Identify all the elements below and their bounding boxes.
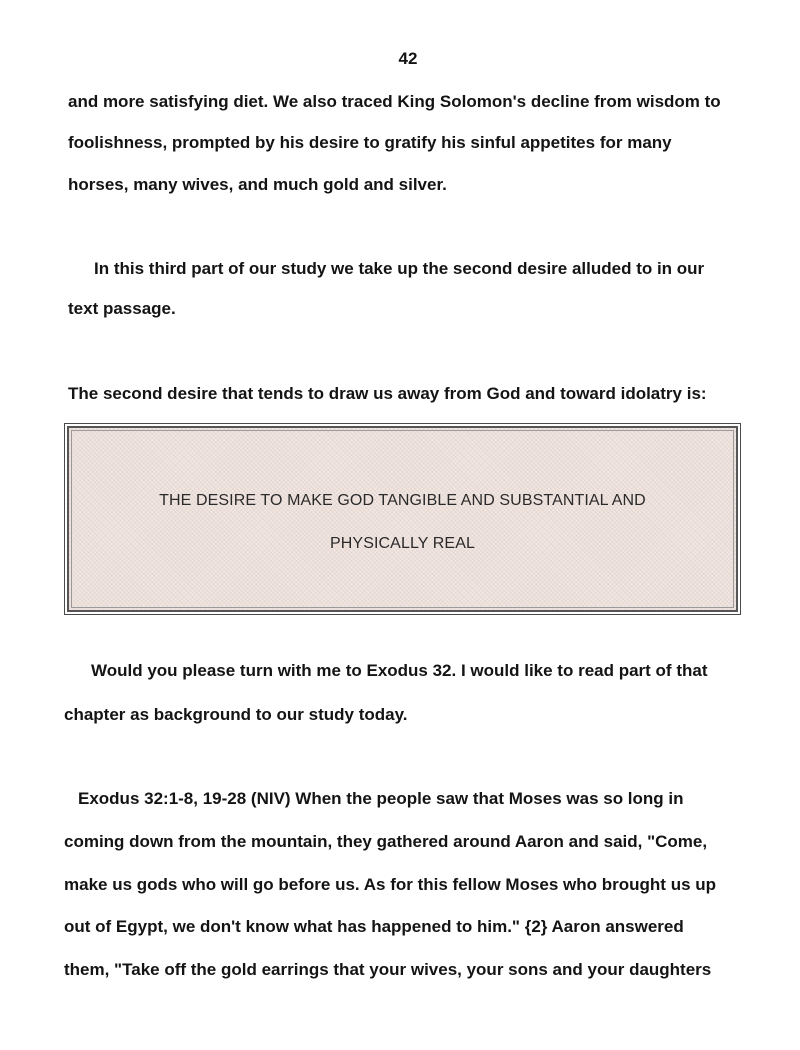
text-line: them, "Take off the gold earrings that your wives, your sons and your daughters	[64, 960, 712, 979]
callout-box	[64, 423, 741, 615]
text-line: Exodus 32:1-8, 19-28 (NIV) When the people saw that Moses was so long in	[78, 789, 684, 808]
text-line: chapter as background to our study today.	[64, 705, 408, 724]
callout-line: THE DESIRE TO MAKE GOD TANGIBLE AND SUBSTANTIAL AND	[159, 492, 646, 509]
text-line: coming down from the mountain, they gathered around Aaron and said, "Come,	[64, 832, 708, 851]
text-line: In this third part of our study we take up the second desire alluded to in our	[94, 259, 705, 278]
text-line: foolishness, prompted by his desire to gratify his sinful appetites for many	[68, 133, 672, 152]
text-line: Would you please turn with me to Exodus 32. I would like to read part of that	[91, 661, 708, 680]
text-line: The second desire that tends to draw us away from God and toward idolatry is:	[68, 384, 707, 403]
text-line: make us gods who will go before us. As for this fellow Moses who brought us up	[64, 875, 717, 894]
text-line: horses, many wives, and much gold and silver.	[68, 175, 447, 194]
callout-line: PHYSICALLY REAL	[330, 535, 475, 552]
page-number: 42	[398, 49, 418, 68]
text-line: out of Egypt, we don't know what has happened to him." {2} Aaron answered	[64, 917, 684, 936]
callout-shaded-panel	[67, 426, 738, 612]
text-line: text passage.	[68, 299, 176, 318]
text-line: and more satisfying diet. We also traced King Solomon's decline from wisdom to	[68, 92, 721, 111]
